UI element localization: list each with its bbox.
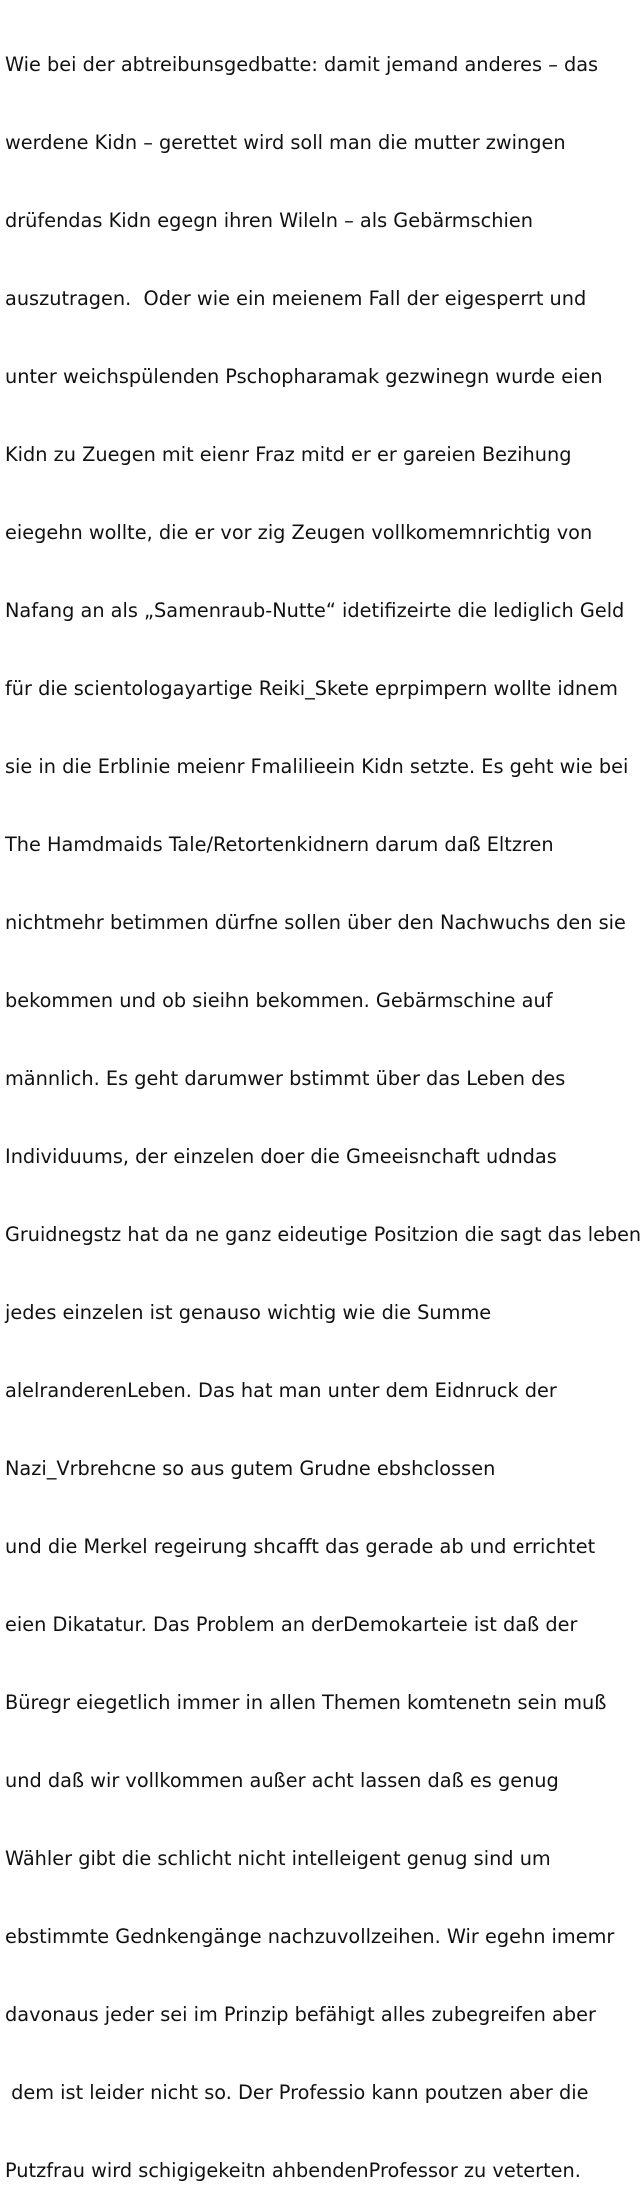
text-line: Nazi_Vrbrehcne so aus gutem Grudne ebshclossen: [5, 1457, 496, 1480]
text-line: Wähler gibt die schlicht nicht intelleigent genug sind um: [5, 1847, 551, 1870]
text-line: und daß wir vollkommen außer acht lassen daß es genug: [5, 1769, 559, 1792]
text-line: nichtmehr betimmen dürfne sollen über den Nachwuchs den sie: [5, 911, 626, 934]
text-line: männlich. Es geht darumwer bstimmt über das Leben des: [5, 1067, 566, 1090]
document-body: [5, 0, 644, 2210]
text-line: unter weichspülenden Pschopharamak gezwinegn wurde eien: [5, 365, 603, 388]
text-line: Nafang an als „Samenraub-Nutte“ idetifizeirte die lediglich Geld: [5, 599, 625, 622]
text-line: alelranderenLeben. Das hat man unter dem Eidnruck der: [5, 1379, 557, 1402]
text-line: werdene Kidn – gerettet wird soll man die mutter zwingen: [5, 131, 566, 154]
text-line: eiegehn wollte, die er vor zig Zeugen vollkomemnrichtig von: [5, 521, 593, 544]
text-line: dem ist leider nicht so. Der Professio kann poutzen aber die: [5, 2081, 589, 2104]
text-line: Büregr eiegetlich immer in allen Themen komtenetn sein muß: [5, 1691, 607, 1714]
text-line: bekommen und ob sieihn bekommen. Gebärmschine auf: [5, 989, 553, 1012]
text-line: Wie bei der abtreibunsgedbatte: damit jemand anderes – das: [5, 53, 599, 76]
text-line: Individuums, der einzelen doer die Gmeeisnchaft udndas: [5, 1145, 557, 1168]
text-line: davonaus jeder sei im Prinzip befähigt alles zubegreifen aber: [5, 2003, 596, 2026]
text-line: Gruidnegstz hat da ne ganz eideutige Positzion die sagt das leben: [5, 1223, 642, 1246]
text-line: The Hamdmaids Tale/Retortenkidnern darum daß Eltzren: [5, 833, 554, 856]
text-line: drüfendas Kidn egegn ihren Wileln – als Gebärmschien: [5, 209, 533, 232]
text-line: Putzfrau wird schigigekeitn ahbendenProfessor zu veterten.: [5, 2159, 581, 2182]
text-line: eien Dikatatur. Das Problem an derDemokarteie ist daß der: [5, 1613, 578, 1636]
text-line: jedes einzelen ist genauso wichtig wie die Summe: [5, 1301, 492, 1324]
text-line: Kidn zu Zuegen mit eienr Fraz mitd er er gareien Bezihung: [5, 443, 572, 466]
text-line: und die Merkel regeirung shcafft das gerade ab und errichtet: [5, 1535, 596, 1558]
text-line: für die scientologayartige Reiki_Skete eprpimpern wollte idnem: [5, 677, 618, 700]
text-line: sie in die Erblinie meienr Fmalilieein Kidn setzte. Es geht wie bei: [5, 755, 629, 778]
text-line: ebstimmte Gednkengänge nachzuvollzeihen. Wir egehn imemr: [5, 1925, 615, 1948]
text-line: auszutragen. Oder wie ein meienem Fall der eigesperrt und: [5, 287, 587, 310]
